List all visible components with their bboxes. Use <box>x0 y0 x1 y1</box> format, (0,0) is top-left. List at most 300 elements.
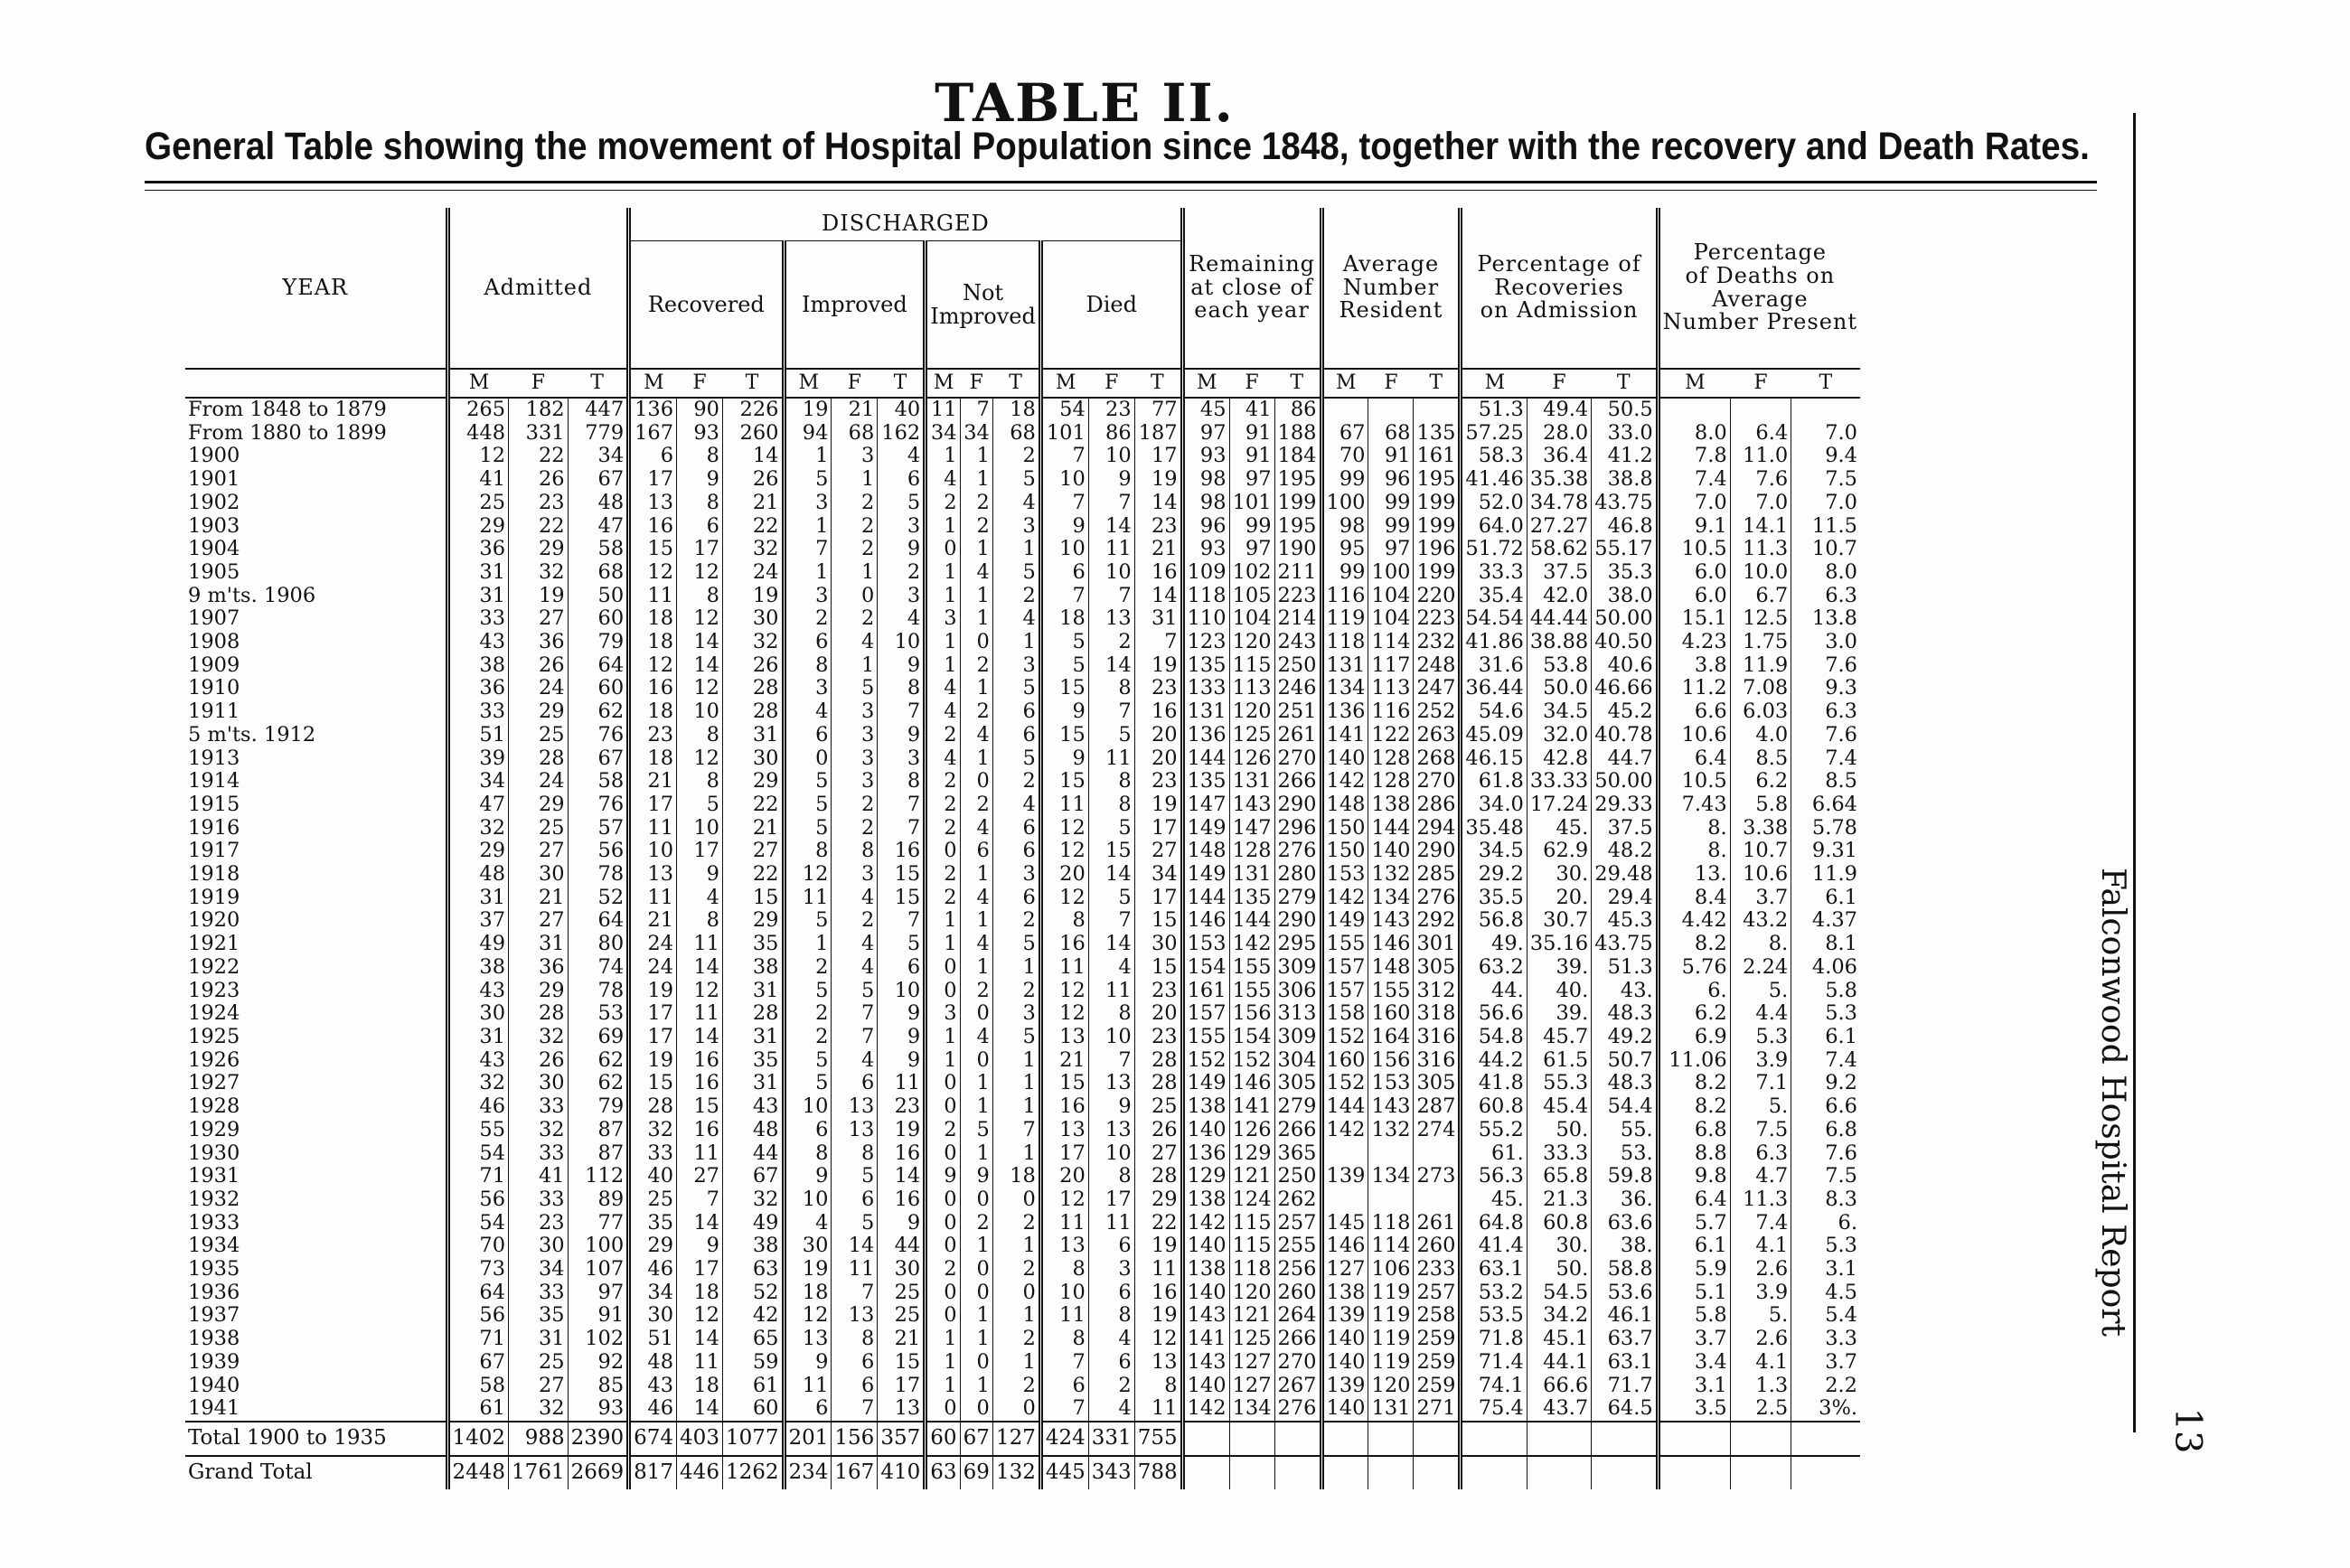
value-cell: 13 <box>1088 1119 1134 1142</box>
table-row <box>185 770 1860 793</box>
value-cell: 9 <box>677 1235 723 1258</box>
value-cell: 53.8 <box>1527 654 1591 678</box>
value-cell: 19 <box>722 585 784 608</box>
value-cell: 266 <box>1274 1328 1321 1351</box>
value-cell: 35 <box>509 1304 569 1328</box>
value-cell: 5.3 <box>1730 1026 1791 1049</box>
value-cell: 266 <box>1274 770 1321 793</box>
value-cell: 77 <box>568 1212 629 1235</box>
value-cell: 14 <box>878 1165 926 1188</box>
value-cell: 157 <box>1321 956 1368 980</box>
value-cell: 42.8 <box>1527 747 1591 771</box>
value-cell: 274 <box>1414 1119 1461 1142</box>
table-row <box>185 909 1860 933</box>
value-cell: 98 <box>1182 492 1229 515</box>
value-cell: 312 <box>1414 980 1461 1003</box>
value-cell: 17 <box>629 793 677 817</box>
value-cell: 19 <box>1134 654 1182 678</box>
value-cell: 8 <box>1040 1328 1088 1351</box>
value-cell: 33 <box>509 1095 569 1119</box>
value-cell: 6 <box>784 724 832 747</box>
value-cell: 5 <box>1088 724 1134 747</box>
value-cell: 46.15 <box>1461 747 1527 771</box>
value-cell: 19 <box>1134 1235 1182 1258</box>
value-cell: 44 <box>722 1142 784 1166</box>
value-cell: 3 <box>878 585 926 608</box>
value-cell: 100 <box>568 1235 629 1258</box>
value-cell: 26 <box>722 468 784 492</box>
value-cell: 65 <box>722 1328 784 1351</box>
value-cell: 1 <box>926 631 960 654</box>
value-cell <box>1658 1456 1730 1489</box>
value-cell: 8 <box>1088 1304 1134 1328</box>
value-cell: 17 <box>677 840 723 863</box>
value-cell: 16 <box>1040 933 1088 956</box>
value-cell <box>1461 1456 1527 1489</box>
value-cell: 51.3 <box>1461 398 1527 422</box>
value-cell: 1402 <box>447 1422 509 1456</box>
table-row <box>185 607 1860 631</box>
value-cell: 4 <box>1088 1328 1134 1351</box>
value-cell: 7.0 <box>1791 422 1860 446</box>
value-cell: 39. <box>1527 1002 1591 1026</box>
value-cell: 144 <box>1182 747 1229 771</box>
value-cell: 28 <box>1134 1049 1182 1073</box>
value-cell: 8 <box>1134 1375 1182 1398</box>
value-cell: 6 <box>629 445 677 468</box>
value-cell: 27 <box>509 1375 569 1398</box>
value-cell: 11.9 <box>1791 863 1860 887</box>
value-cell: 1 <box>960 445 992 468</box>
value-cell: 8.2 <box>1658 1095 1730 1119</box>
value-cell: 21.3 <box>1527 1188 1591 1212</box>
value-cell: 8 <box>1088 1165 1134 1188</box>
value-cell: 109 <box>1182 561 1229 585</box>
value-cell: 101 <box>1229 492 1274 515</box>
value-cell: 63.1 <box>1592 1351 1658 1375</box>
table-row <box>185 445 1860 468</box>
value-cell: 4 <box>878 445 926 468</box>
value-cell <box>1414 1188 1461 1212</box>
value-cell: 29 <box>447 515 509 539</box>
value-cell: 7.5 <box>1791 468 1860 492</box>
value-cell: 48.3 <box>1592 1072 1658 1095</box>
value-cell: 1 <box>832 654 878 678</box>
year-cell: From 1880 to 1899 <box>188 421 387 445</box>
value-cell: 54 <box>1040 398 1088 422</box>
value-cell: 8 <box>832 1328 878 1351</box>
value-cell: 5 <box>1040 631 1088 654</box>
value-cell: 9.1 <box>1658 515 1730 539</box>
value-cell: 131 <box>1229 770 1274 793</box>
value-cell: 43.75 <box>1592 933 1658 956</box>
value-cell: 7 <box>1040 492 1088 515</box>
value-cell: 64.0 <box>1461 515 1527 539</box>
value-cell: 6 <box>878 956 926 980</box>
value-cell: 2390 <box>568 1422 629 1456</box>
value-cell: 28 <box>509 747 569 771</box>
value-cell: 67 <box>447 1351 509 1375</box>
value-cell: 63.2 <box>1461 956 1527 980</box>
table-row <box>185 980 1860 1003</box>
value-cell: 150 <box>1321 817 1368 840</box>
value-cell: 0 <box>992 1282 1040 1305</box>
value-cell: 188 <box>1274 422 1321 446</box>
value-cell: 6.64 <box>1791 793 1860 817</box>
value-cell: 13 <box>784 1328 832 1351</box>
value-cell: 17 <box>1088 1188 1134 1212</box>
value-cell: 1 <box>992 1235 1040 1258</box>
value-cell: 9 <box>926 1165 960 1188</box>
value-cell: 0 <box>926 1188 960 1212</box>
value-cell: 6 <box>1040 561 1088 585</box>
value-cell: 53.6 <box>1592 1282 1658 1305</box>
value-cell <box>1182 1456 1229 1489</box>
value-cell: 3 <box>832 863 878 887</box>
value-cell: 7 <box>1088 1049 1134 1073</box>
value-cell: 7.6 <box>1730 468 1791 492</box>
value-cell: 30 <box>722 747 784 771</box>
value-cell: 1 <box>960 1304 992 1328</box>
value-cell: 115 <box>1229 1235 1274 1258</box>
value-cell: 146 <box>1182 909 1229 933</box>
value-cell: 16 <box>677 1072 723 1095</box>
value-cell: 16 <box>878 1188 926 1212</box>
value-cell: 5 <box>784 1072 832 1095</box>
value-cell: 8 <box>677 492 723 515</box>
value-cell: 12 <box>677 607 723 631</box>
value-cell: 2.5 <box>1730 1397 1791 1422</box>
value-cell: 1 <box>960 1375 992 1398</box>
value-cell: 58.62 <box>1527 538 1591 561</box>
value-cell: 1 <box>960 1235 992 1258</box>
value-cell: 13.8 <box>1791 607 1860 631</box>
table-row <box>185 654 1860 678</box>
value-cell: 10.6 <box>1658 724 1730 747</box>
value-cell: 18 <box>629 747 677 771</box>
value-cell: 28 <box>509 1002 569 1026</box>
value-cell: 190 <box>1274 538 1321 561</box>
value-cell: 36 <box>509 956 569 980</box>
header-died: Died <box>1040 241 1182 370</box>
value-cell: 5 <box>878 492 926 515</box>
value-cell: 15 <box>1040 677 1088 700</box>
value-cell: 50.00 <box>1592 770 1658 793</box>
value-cell: 105 <box>1229 585 1274 608</box>
value-cell: 28 <box>722 677 784 700</box>
value-cell: 46 <box>629 1397 677 1422</box>
value-cell: 9.8 <box>1658 1165 1730 1188</box>
value-cell: 0 <box>926 1072 960 1095</box>
value-cell: 3 <box>926 1002 960 1026</box>
value-cell: 199 <box>1414 561 1461 585</box>
value-cell: 6.9 <box>1658 1026 1730 1049</box>
value-cell: 9.4 <box>1791 445 1860 468</box>
value-cell: 99 <box>1229 515 1274 539</box>
value-cell: 11 <box>1088 980 1134 1003</box>
value-cell: 260 <box>1414 1235 1461 1258</box>
value-cell: 7 <box>784 538 832 561</box>
value-cell: 2 <box>992 770 1040 793</box>
value-cell: 49. <box>1461 933 1527 956</box>
value-cell: 8 <box>1040 1258 1088 1282</box>
value-cell: 1 <box>926 585 960 608</box>
value-cell: 287 <box>1414 1095 1461 1119</box>
value-cell: 6 <box>992 724 1040 747</box>
value-cell: 7 <box>832 1282 878 1305</box>
value-cell: 44.2 <box>1461 1049 1527 1073</box>
value-cell: 3%. <box>1791 1397 1860 1422</box>
value-cell: 13 <box>832 1119 878 1142</box>
value-cell: 12 <box>677 677 723 700</box>
value-cell: 223 <box>1414 607 1461 631</box>
value-cell: 17 <box>1134 817 1182 840</box>
value-cell: 29.48 <box>1592 863 1658 887</box>
value-cell: 23 <box>1134 677 1182 700</box>
value-cell: 11.9 <box>1730 654 1791 678</box>
value-cell: 17 <box>629 468 677 492</box>
value-cell: 161 <box>1182 980 1229 1003</box>
value-cell: 61 <box>722 1375 784 1398</box>
value-cell: 5 <box>832 1165 878 1188</box>
value-cell: 4.37 <box>1791 909 1860 933</box>
value-cell: 2 <box>926 863 960 887</box>
value-cell: 280 <box>1274 863 1321 887</box>
value-cell: 11 <box>677 1351 723 1375</box>
value-cell: 276 <box>1414 887 1461 910</box>
value-cell: 30 <box>447 1002 509 1026</box>
value-cell: 2.24 <box>1730 956 1791 980</box>
value-cell: 286 <box>1414 793 1461 817</box>
value-cell: 199 <box>1274 492 1321 515</box>
year-cell: Grand Total <box>185 1456 447 1489</box>
value-cell: 1 <box>960 1142 992 1166</box>
value-cell: 2448 <box>447 1456 509 1489</box>
value-cell: 97 <box>568 1282 629 1305</box>
value-cell: 59.8 <box>1592 1165 1658 1188</box>
value-cell: 259 <box>1414 1375 1461 1398</box>
value-cell: 7.8 <box>1658 445 1730 468</box>
value-cell: 5.1 <box>1658 1282 1730 1305</box>
value-cell: 35.5 <box>1461 887 1527 910</box>
year-cell: 1907 <box>188 607 240 631</box>
value-cell: 21 <box>722 492 784 515</box>
year-cell: 1904 <box>188 538 240 561</box>
value-cell: 136 <box>1182 724 1229 747</box>
value-cell: 62 <box>568 1072 629 1095</box>
value-cell: 7 <box>992 1119 1040 1142</box>
page-title: TABLE II. <box>935 72 1235 134</box>
value-cell <box>1321 398 1368 422</box>
table-row <box>185 1258 1860 1282</box>
value-cell: 22 <box>509 445 569 468</box>
value-cell: 142 <box>1182 1212 1229 1235</box>
value-cell: 64.8 <box>1461 1212 1527 1235</box>
value-cell: 29 <box>1134 1188 1182 1212</box>
value-cell: 3.38 <box>1730 817 1791 840</box>
value-cell: 6.03 <box>1730 700 1791 724</box>
value-cell: 116 <box>1368 700 1414 724</box>
value-cell: 45. <box>1461 1188 1527 1212</box>
value-cell: 132 <box>1368 863 1414 887</box>
value-cell: 119 <box>1321 607 1368 631</box>
value-cell: 8 <box>677 909 723 933</box>
value-cell: 4 <box>832 887 878 910</box>
value-cell: 156 <box>1229 1002 1274 1026</box>
value-cell: 69 <box>960 1456 992 1489</box>
value-cell: 5.8 <box>1730 793 1791 817</box>
value-cell: 47 <box>447 793 509 817</box>
value-cell: 154 <box>1229 1026 1274 1049</box>
value-cell <box>1274 1456 1321 1489</box>
value-cell: 157 <box>1321 980 1368 1003</box>
value-cell: 74 <box>568 956 629 980</box>
value-cell: 64.5 <box>1592 1397 1658 1422</box>
table-row <box>185 468 1860 492</box>
value-cell: 60 <box>926 1422 960 1456</box>
value-cell: 57 <box>568 817 629 840</box>
value-cell: 6 <box>832 1375 878 1398</box>
value-cell: 8 <box>1040 909 1088 933</box>
header-pct-rec-line3: on Admission <box>1480 297 1639 324</box>
table-row <box>185 887 1860 910</box>
value-cell: 17 <box>677 538 723 561</box>
value-cell: 220 <box>1414 585 1461 608</box>
table-row <box>185 793 1860 817</box>
value-cell: 160 <box>1368 1002 1414 1026</box>
value-cell: 114 <box>1368 631 1414 654</box>
value-cell: 41.2 <box>1592 445 1658 468</box>
value-cell: 18 <box>992 398 1040 422</box>
value-cell: 15 <box>722 887 784 910</box>
value-cell: 12 <box>1040 980 1088 1003</box>
table-row <box>185 1142 1860 1166</box>
value-cell: 5 <box>1088 887 1134 910</box>
value-cell: 3 <box>926 607 960 631</box>
value-cell: 15.1 <box>1658 607 1730 631</box>
value-cell: 128 <box>1368 747 1414 771</box>
table-row <box>185 1304 1860 1328</box>
value-cell: 1 <box>992 1142 1040 1166</box>
value-cell: 52 <box>568 887 629 910</box>
value-cell: 290 <box>1414 840 1461 863</box>
value-cell: 67 <box>568 747 629 771</box>
value-cell: 5 <box>1040 654 1088 678</box>
value-cell: 3 <box>992 1002 1040 1026</box>
value-cell: 134 <box>1321 677 1368 700</box>
value-cell: 265 <box>447 398 509 422</box>
value-cell: 53.2 <box>1461 1282 1527 1305</box>
value-cell: 38. <box>1592 1235 1658 1258</box>
value-cell: 14 <box>1088 933 1134 956</box>
value-cell: 1 <box>926 654 960 678</box>
value-cell: 16 <box>1134 700 1182 724</box>
header-f: F <box>1229 369 1274 398</box>
value-cell: 46.66 <box>1592 677 1658 700</box>
value-cell: 1262 <box>722 1456 784 1489</box>
value-cell: 8 <box>832 840 878 863</box>
value-cell <box>1368 1456 1414 1489</box>
value-cell: 43.2 <box>1730 909 1791 933</box>
value-cell: 260 <box>722 422 784 446</box>
value-cell <box>1229 1422 1274 1456</box>
value-cell: 445 <box>1040 1456 1088 1489</box>
value-cell: 12 <box>1040 1002 1088 1026</box>
value-cell: 2.6 <box>1730 1328 1791 1351</box>
value-cell: 110 <box>1182 607 1229 631</box>
value-cell: 14 <box>677 1212 723 1235</box>
value-cell: 259 <box>1414 1328 1461 1351</box>
value-cell: 54.8 <box>1461 1026 1527 1049</box>
value-cell: 91 <box>568 1304 629 1328</box>
value-cell: 7 <box>832 1002 878 1026</box>
value-cell: 1 <box>960 1072 992 1095</box>
value-cell: 96 <box>1368 468 1414 492</box>
value-cell: 4 <box>926 700 960 724</box>
value-cell: 33.3 <box>1527 1142 1591 1166</box>
value-cell: 17.24 <box>1527 793 1591 817</box>
value-cell: 10 <box>1088 445 1134 468</box>
value-cell: 45. <box>1527 817 1591 840</box>
value-cell: 233 <box>1414 1258 1461 1282</box>
value-cell: 0 <box>926 1212 960 1235</box>
value-cell: 1 <box>992 1072 1040 1095</box>
value-cell: 19 <box>784 398 832 422</box>
value-cell: 11.5 <box>1791 515 1860 539</box>
value-cell: 4.42 <box>1658 909 1730 933</box>
value-cell: 2 <box>832 607 878 631</box>
value-cell: 7 <box>1088 700 1134 724</box>
value-cell: 9 <box>878 654 926 678</box>
value-cell: 34 <box>629 1282 677 1305</box>
value-cell: 11 <box>629 887 677 910</box>
year-cell: 1922 <box>188 955 240 979</box>
value-cell: 156 <box>832 1422 878 1456</box>
value-cell: 17 <box>629 1026 677 1049</box>
header-remaining <box>1182 208 1321 369</box>
value-cell: 106 <box>1368 1258 1414 1282</box>
value-cell: 43 <box>447 631 509 654</box>
value-cell: 145 <box>1321 1212 1368 1235</box>
value-cell: 257 <box>1414 1282 1461 1305</box>
year-cell: 1909 <box>188 653 240 677</box>
value-cell: 1 <box>926 1049 960 1073</box>
value-cell: 24 <box>509 677 569 700</box>
value-cell: 27 <box>677 1165 723 1188</box>
value-cell: 8 <box>1088 770 1134 793</box>
value-cell: 3.7 <box>1791 1351 1860 1375</box>
value-cell: 138 <box>1368 793 1414 817</box>
value-cell: 279 <box>1274 887 1321 910</box>
value-cell: 23 <box>509 1212 569 1235</box>
value-cell: 29.33 <box>1592 793 1658 817</box>
year-cell: 1924 <box>188 1002 240 1026</box>
value-cell: 755 <box>1134 1422 1182 1456</box>
value-cell: 48 <box>722 1119 784 1142</box>
value-cell: 18 <box>629 607 677 631</box>
value-cell: 4 <box>832 956 878 980</box>
value-cell: 1 <box>926 1351 960 1375</box>
table-row <box>185 492 1860 515</box>
value-cell: 148 <box>1182 840 1229 863</box>
hospital-population-table <box>185 208 1860 1489</box>
value-cell: 87 <box>568 1119 629 1142</box>
value-cell: 71 <box>447 1165 509 1188</box>
value-cell: 28.0 <box>1527 422 1591 446</box>
value-cell: 17 <box>1134 445 1182 468</box>
value-cell: 99 <box>1321 468 1368 492</box>
value-cell: 14 <box>677 1026 723 1049</box>
